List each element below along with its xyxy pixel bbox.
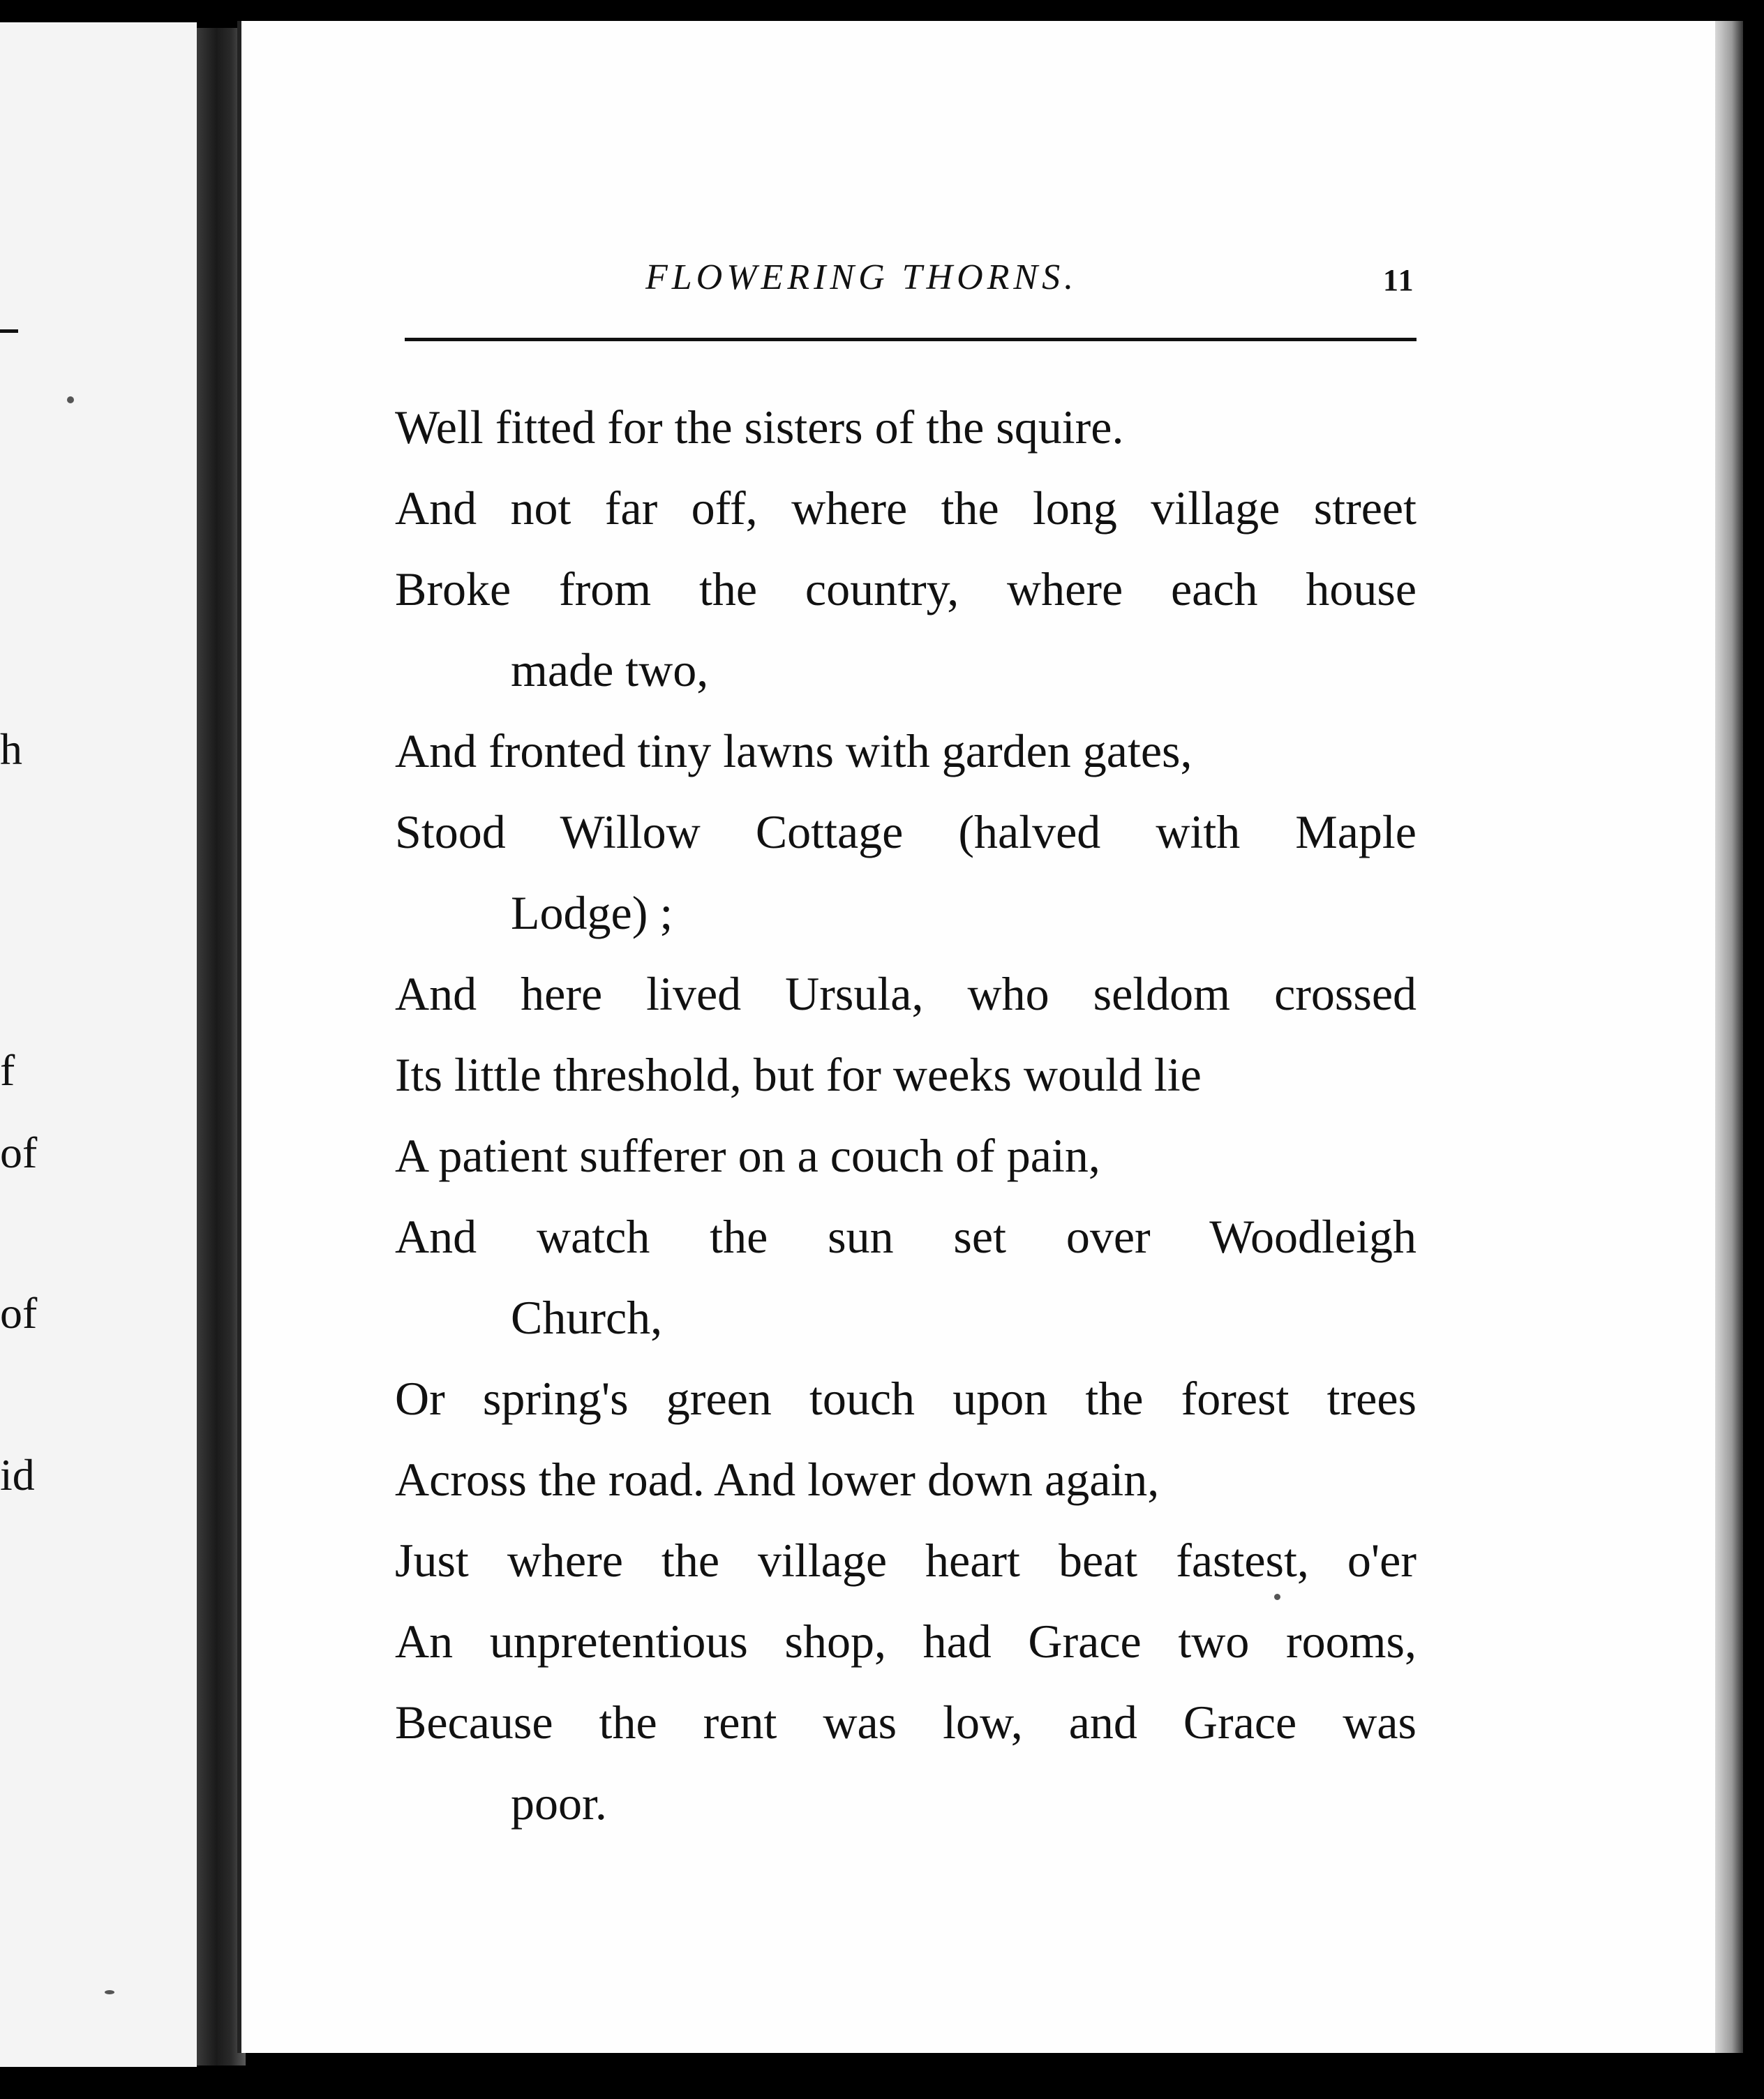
poem-line: And not far off, where the long village street bbox=[395, 481, 1417, 535]
poem-line: And watch the sun set over Woodleigh bbox=[395, 1210, 1417, 1263]
poem-line: Or spring's green touch upon the forest trees bbox=[395, 1372, 1417, 1425]
poem-line: Its little threshold, but for weeks would lie bbox=[395, 1048, 1202, 1101]
left-page-text-fragment: f bbox=[0, 1045, 15, 1095]
poem-line: Stood Willow Cottage (halved with Maple bbox=[395, 805, 1417, 858]
poem-text bbox=[395, 387, 1417, 1844]
poem-line: Lodge) ; bbox=[511, 886, 673, 939]
header-rule bbox=[405, 338, 1417, 341]
page-number: 11 bbox=[1383, 263, 1415, 297]
left-page-text-fragment: of bbox=[0, 1128, 38, 1177]
paper-speck bbox=[105, 1990, 114, 1994]
poem-line: And here lived Ursula, who seldom crossed bbox=[395, 967, 1417, 1020]
running-head: FLOWERING THORNS. bbox=[645, 257, 1078, 297]
poem-line: Well fitted for the sisters of the squire. bbox=[395, 401, 1124, 454]
left-page-text-fragment: of bbox=[0, 1288, 38, 1338]
left-page-dash-mark bbox=[0, 329, 18, 333]
poem-line: Across the road. And lower down again, bbox=[395, 1453, 1160, 1506]
page-edge-shadow bbox=[1715, 21, 1743, 2053]
paper-speck bbox=[67, 396, 74, 403]
poem-line: And fronted tiny lawns with garden gates, bbox=[395, 724, 1193, 777]
poem-line: Because the rent was low, and Grace was bbox=[395, 1696, 1417, 1749]
poem-line: Just where the village heart beat fastest, o'er bbox=[395, 1534, 1417, 1587]
poem-line: made two, bbox=[511, 643, 709, 696]
poem-line: A patient sufferer on a couch of pain, bbox=[395, 1129, 1100, 1182]
previous-page-fragment bbox=[0, 22, 197, 2067]
poem-line: Church, bbox=[511, 1291, 663, 1344]
poem-line: Broke from the country, where each house bbox=[395, 562, 1417, 615]
paper-speck bbox=[1274, 1594, 1280, 1600]
poem-line: poor. bbox=[511, 1777, 607, 1830]
poem-line: An unpretentious shop, had Grace two rooms, bbox=[395, 1615, 1417, 1668]
left-page-text-fragment: id bbox=[0, 1450, 35, 1500]
left-page-text-fragment: h bbox=[0, 724, 22, 774]
